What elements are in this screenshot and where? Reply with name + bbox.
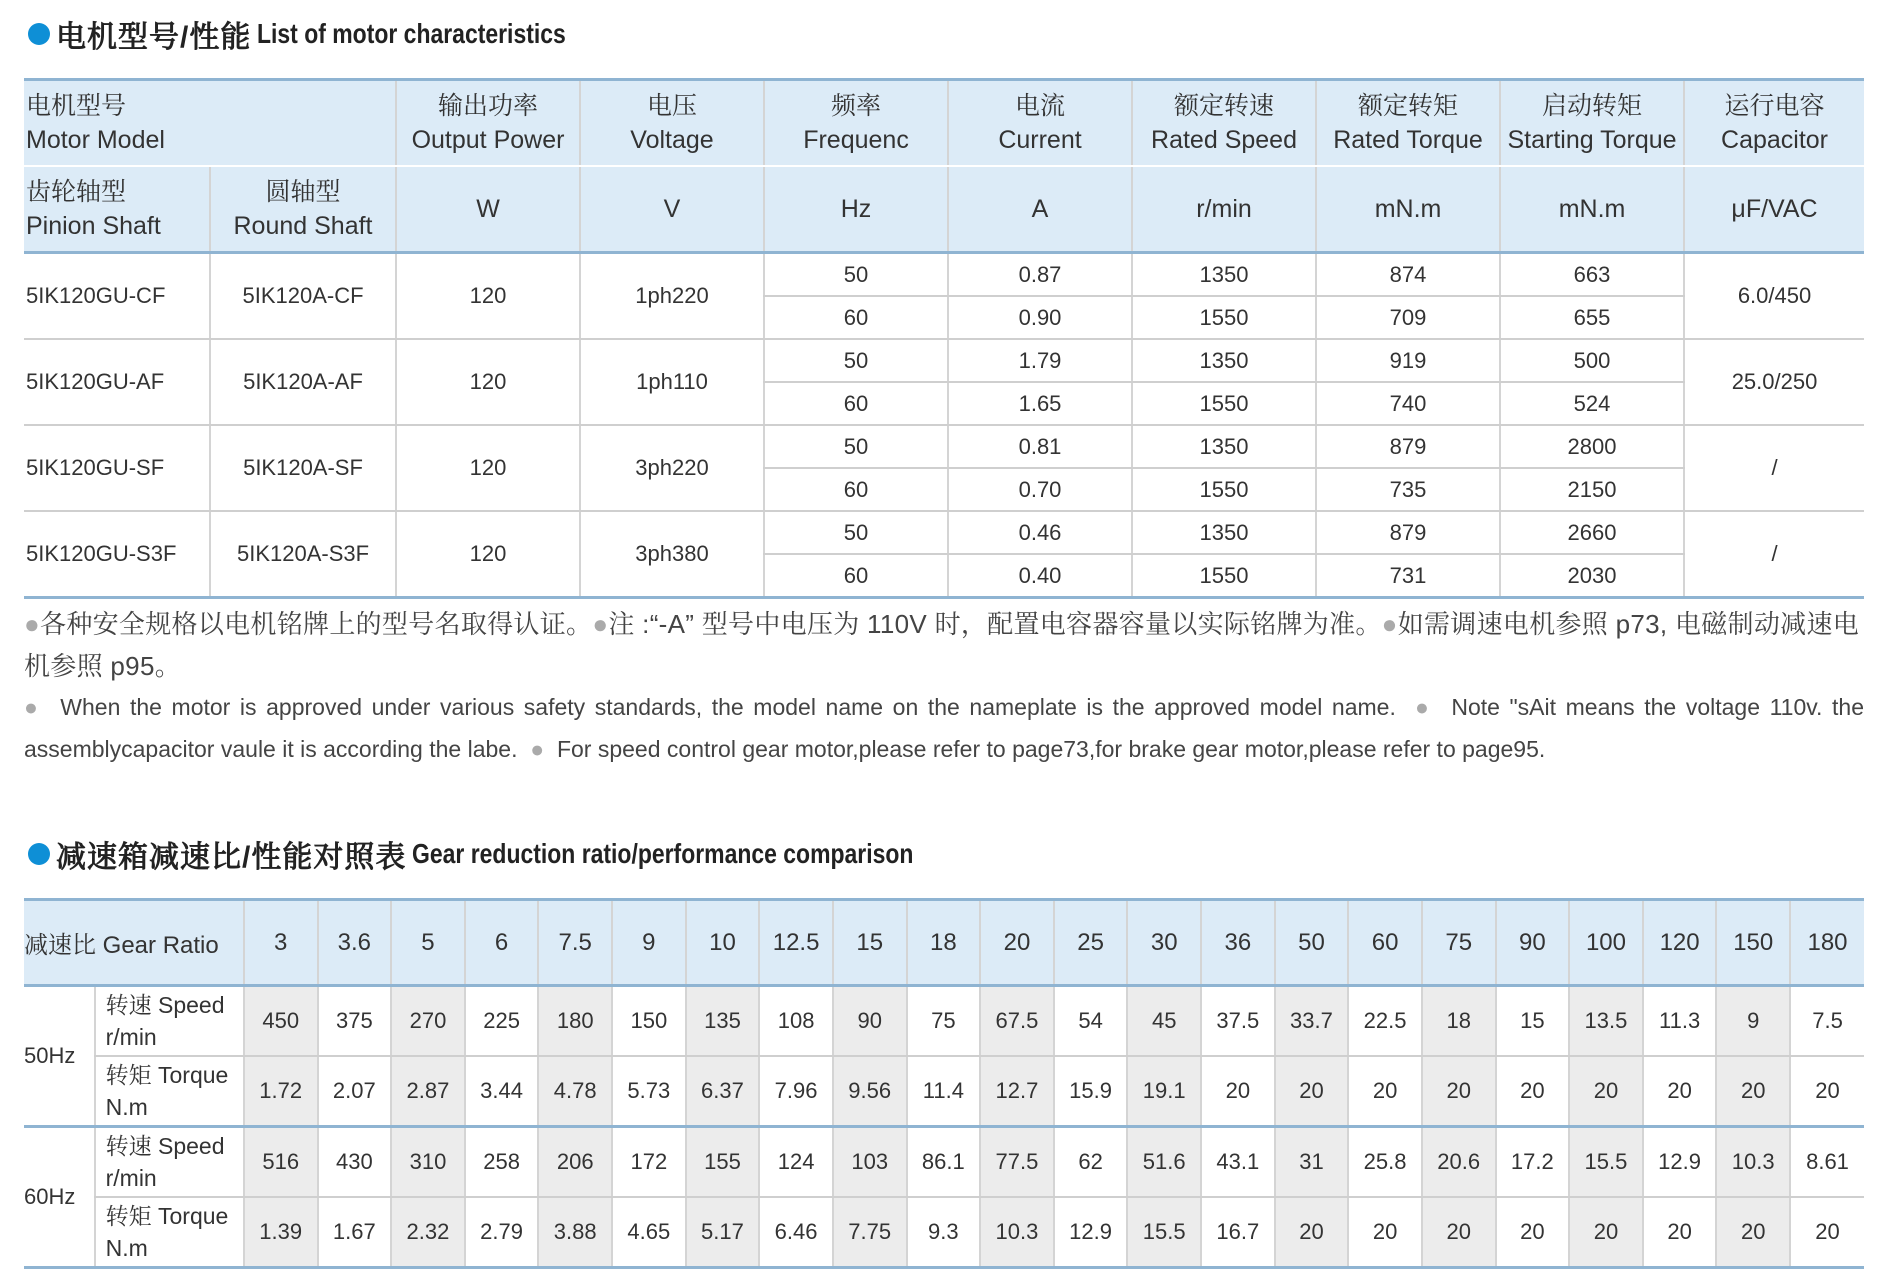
unit-torque: mN.m (1316, 166, 1500, 253)
gear-ratio-value: 3.6 (318, 900, 392, 986)
torque-value: 20 (1496, 1197, 1570, 1268)
torque-value: 20 (1790, 1056, 1864, 1127)
gear-ratio-value: 75 (1422, 900, 1496, 986)
speed-label: 转速 Speed r/min (95, 986, 244, 1057)
gear-ratio-value: 10 (686, 900, 760, 986)
speed-value: 75 (907, 986, 981, 1057)
gear-ratio-value: 60 (1348, 900, 1422, 986)
table-row (24, 1056, 1864, 1127)
pinion-model: 5IK120GU-AF (24, 339, 210, 425)
rated-torque: 874 (1316, 253, 1500, 297)
speed-value: 206 (538, 1127, 612, 1198)
unit-power: W (396, 166, 580, 253)
frequency: 50 (764, 511, 948, 554)
note-cn-2: 注 :“-A” 型号中电压为 110V 时，配置电容器容量以实际铭牌为准。 (608, 609, 1382, 639)
torque-value: 20 (1201, 1056, 1275, 1127)
torque-value: 20 (1422, 1197, 1496, 1268)
current: 0.90 (948, 296, 1132, 339)
torque-value: 3.44 (465, 1056, 539, 1127)
frequency: 60 (764, 296, 948, 339)
bullet-dot-icon (28, 23, 50, 45)
current: 0.40 (948, 554, 1132, 598)
rated-speed: 1350 (1132, 339, 1316, 382)
table-row (24, 425, 1864, 468)
speed-value: 18 (1422, 986, 1496, 1057)
pinion-model: 5IK120GU-CF (24, 253, 210, 340)
torque-value: 4.65 (612, 1197, 686, 1268)
gear-ratio-value: 90 (1496, 900, 1570, 986)
torque-value: 12.7 (980, 1056, 1054, 1127)
torque-value: 2.07 (318, 1056, 392, 1127)
header-starting-torque: 启动转矩 Starting Torque (1500, 80, 1684, 167)
rated-torque: 709 (1316, 296, 1500, 339)
speed-value: 62 (1054, 1127, 1128, 1198)
unit-capacitor: μF/VAC (1684, 166, 1864, 253)
current: 0.87 (948, 253, 1132, 297)
starting-torque: 2150 (1500, 468, 1684, 511)
gear-title-en: Gear reduction ratio/performance comparison (412, 838, 914, 869)
speed-value: 11.3 (1643, 986, 1717, 1057)
speed-value: 17.2 (1496, 1127, 1570, 1198)
frequency: 60 (764, 382, 948, 425)
output-power: 120 (396, 253, 580, 340)
torque-value: 5.17 (686, 1197, 760, 1268)
table-row (24, 339, 1864, 382)
header-motor-model: 电机型号 Motor Model (24, 80, 396, 167)
motor-title-en: List of motor characteristics (257, 18, 567, 49)
speed-value: 270 (391, 986, 465, 1057)
torque-value: 20 (1716, 1056, 1790, 1127)
torque-value: 20 (1496, 1056, 1570, 1127)
starting-torque: 500 (1500, 339, 1684, 382)
speed-value: 7.5 (1790, 986, 1864, 1057)
torque-value: 9.3 (907, 1197, 981, 1268)
gear-ratio-value: 12.5 (759, 900, 833, 986)
round-model: 5IK120A-AF (210, 339, 396, 425)
voltage: 1ph220 (580, 253, 764, 340)
speed-value: 155 (686, 1127, 760, 1198)
rated-speed: 1550 (1132, 296, 1316, 339)
frequency: 50 (764, 253, 948, 297)
speed-value: 9 (1716, 986, 1790, 1057)
rated-speed: 1550 (1132, 468, 1316, 511)
speed-value: 37.5 (1201, 986, 1275, 1057)
gear-ratio-value: 25 (1054, 900, 1128, 986)
bullet-icon: ● (24, 609, 41, 639)
torque-value: 7.96 (759, 1056, 833, 1127)
speed-value: 108 (759, 986, 833, 1057)
note-en-3: For speed control gear motor,please refer to page73,for brake gear motor,please refer to page95. (556, 736, 1546, 762)
torque-value: 1.72 (244, 1056, 318, 1127)
torque-value: 20 (1569, 1056, 1643, 1127)
gear-ratio-value: 36 (1201, 900, 1275, 986)
note-cn-1: 各种安全规格以电机铭牌上的型号名取得认证。 (40, 609, 593, 639)
voltage: 3ph220 (580, 425, 764, 511)
torque-value: 10.3 (980, 1197, 1054, 1268)
torque-value: 3.88 (538, 1197, 612, 1268)
header-row-2 (24, 166, 1864, 253)
torque-value: 11.4 (907, 1056, 981, 1127)
torque-value: 15.5 (1127, 1197, 1201, 1268)
starting-torque: 655 (1500, 296, 1684, 339)
speed-value: 310 (391, 1127, 465, 1198)
torque-value: 2.32 (391, 1197, 465, 1268)
frequency: 50 (764, 339, 948, 382)
torque-value: 2.79 (465, 1197, 539, 1268)
gear-ratio-label: 减速比 Gear Ratio (24, 900, 244, 986)
output-power: 120 (396, 425, 580, 511)
torque-value: 20 (1275, 1056, 1349, 1127)
speed-value: 43.1 (1201, 1127, 1275, 1198)
torque-value: 20 (1643, 1056, 1717, 1127)
starting-torque: 2800 (1500, 425, 1684, 468)
speed-value: 25.8 (1348, 1127, 1422, 1198)
torque-value: 12.9 (1054, 1197, 1128, 1268)
note-en-1: When the motor is approved under various safety standards, the model name on the nameplate is the approved model name. (60, 694, 1396, 720)
gear-ratio-value: 20 (980, 900, 1054, 986)
motor-characteristics-table (24, 78, 1864, 599)
speed-value: 103 (833, 1127, 907, 1198)
rated-torque: 879 (1316, 511, 1500, 554)
gear-ratio-value: 6 (465, 900, 539, 986)
gear-ratio-value: 100 (1569, 900, 1643, 986)
speed-value: 180 (538, 986, 612, 1057)
torque-value: 15.9 (1054, 1056, 1128, 1127)
rated-speed: 1550 (1132, 554, 1316, 598)
speed-value: 15 (1496, 986, 1570, 1057)
capacitor: / (1684, 425, 1864, 511)
header-round-shaft: 圆轴型 Round Shaft (210, 166, 396, 253)
speed-value: 54 (1054, 986, 1128, 1057)
capacitor: 25.0/250 (1684, 339, 1864, 425)
frequency: 60 (764, 468, 948, 511)
bullet-icon: ● (1415, 694, 1433, 720)
table-row (24, 511, 1864, 554)
speed-value: 67.5 (980, 986, 1054, 1057)
unit-starting-torque: mN.m (1500, 166, 1684, 253)
notes-english (24, 686, 1864, 770)
speed-value: 375 (318, 986, 392, 1057)
speed-value: 13.5 (1569, 986, 1643, 1057)
torque-value: 20 (1790, 1197, 1864, 1268)
speed-value: 12.9 (1643, 1127, 1717, 1198)
speed-value: 77.5 (980, 1127, 1054, 1198)
current: 0.70 (948, 468, 1132, 511)
rated-torque: 879 (1316, 425, 1500, 468)
speed-value: 86.1 (907, 1127, 981, 1198)
torque-value: 20 (1569, 1197, 1643, 1268)
torque-value: 19.1 (1127, 1056, 1201, 1127)
gear-section-title (28, 832, 1024, 876)
torque-value: 20 (1275, 1197, 1349, 1268)
bullet-dot-icon (28, 843, 50, 865)
current: 0.46 (948, 511, 1132, 554)
torque-value: 20 (1348, 1056, 1422, 1127)
torque-value: 6.37 (686, 1056, 760, 1127)
motor-section-title (28, 12, 634, 56)
torque-value: 4.78 (538, 1056, 612, 1127)
speed-value: 10.3 (1716, 1127, 1790, 1198)
speed-value: 135 (686, 986, 760, 1057)
header-rated-torque: 额定转矩 Rated Torque (1316, 80, 1500, 167)
table-row (24, 986, 1864, 1057)
gear-ratio-value: 5 (391, 900, 465, 986)
bullet-icon: ● (24, 694, 42, 720)
voltage: 1ph110 (580, 339, 764, 425)
speed-value: 258 (465, 1127, 539, 1198)
capacitor: 6.0/450 (1684, 253, 1864, 340)
pinion-model: 5IK120GU-SF (24, 425, 210, 511)
unit-voltage: V (580, 166, 764, 253)
gear-ratio-value: 3 (244, 900, 318, 986)
rated-torque: 735 (1316, 468, 1500, 511)
bullet-icon: ● (1381, 609, 1398, 639)
starting-torque: 2660 (1500, 511, 1684, 554)
gear-ratio-value: 50 (1275, 900, 1349, 986)
bullet-icon: ● (530, 736, 545, 762)
speed-value: 31 (1275, 1127, 1349, 1198)
speed-value: 450 (244, 986, 318, 1057)
rated-speed: 1350 (1132, 511, 1316, 554)
header-output-power: 输出功率 Output Power (396, 80, 580, 167)
speed-value: 51.6 (1127, 1127, 1201, 1198)
speed-value: 430 (318, 1127, 392, 1198)
gear-ratio-table (24, 898, 1864, 1269)
speed-value: 8.61 (1790, 1127, 1864, 1198)
torque-label: 转矩 Torque N.m (95, 1197, 244, 1268)
torque-value: 20 (1422, 1056, 1496, 1127)
round-model: 5IK120A-SF (210, 425, 396, 511)
current: 1.65 (948, 382, 1132, 425)
header-capacitor: 运行电容 Capacitor (1684, 80, 1864, 167)
speed-value: 516 (244, 1127, 318, 1198)
speed-value: 90 (833, 986, 907, 1057)
unit-current: A (948, 166, 1132, 253)
speed-value: 150 (612, 986, 686, 1057)
speed-value: 20.6 (1422, 1127, 1496, 1198)
header-pinion-shaft: 齿轮轴型 Pinion Shaft (24, 166, 210, 253)
current: 1.79 (948, 339, 1132, 382)
output-power: 120 (396, 339, 580, 425)
torque-value: 1.67 (318, 1197, 392, 1268)
hz-50-label: 50Hz (24, 986, 95, 1127)
frequency: 50 (764, 425, 948, 468)
speed-value: 172 (612, 1127, 686, 1198)
header-current: 电流 Current (948, 80, 1132, 167)
speed-value: 22.5 (1348, 986, 1422, 1057)
round-model: 5IK120A-CF (210, 253, 396, 340)
current: 0.81 (948, 425, 1132, 468)
frequency: 60 (764, 554, 948, 598)
torque-value: 7.75 (833, 1197, 907, 1268)
table-row (24, 253, 1864, 297)
starting-torque: 2030 (1500, 554, 1684, 598)
rated-speed: 1550 (1132, 382, 1316, 425)
gear-title-cn: 减速箱减速比/性能对照表 (56, 841, 407, 874)
header-rated-speed: 额定转速 Rated Speed (1132, 80, 1316, 167)
table-row (24, 1197, 1864, 1268)
torque-value: 9.56 (833, 1056, 907, 1127)
speed-value: 33.7 (1275, 986, 1349, 1057)
torque-value: 20 (1643, 1197, 1717, 1268)
header-frequency: 频率 Frequenc (764, 80, 948, 167)
hz-60-label: 60Hz (24, 1127, 95, 1268)
speed-label: 转速 Speed r/min (95, 1127, 244, 1198)
rated-torque: 731 (1316, 554, 1500, 598)
gear-ratio-value: 150 (1716, 900, 1790, 986)
unit-speed: r/min (1132, 166, 1316, 253)
torque-value: 1.39 (244, 1197, 318, 1268)
gear-ratio-value: 30 (1127, 900, 1201, 986)
torque-value: 20 (1716, 1197, 1790, 1268)
starting-torque: 524 (1500, 382, 1684, 425)
speed-value: 225 (465, 986, 539, 1057)
speed-value: 124 (759, 1127, 833, 1198)
gear-ratio-value: 120 (1643, 900, 1717, 986)
gear-ratio-header-row (24, 900, 1864, 986)
unit-frequency: Hz (764, 166, 948, 253)
torque-value: 5.73 (612, 1056, 686, 1127)
header-row-1 (24, 80, 1864, 167)
round-model: 5IK120A-S3F (210, 511, 396, 598)
speed-value: 45 (1127, 986, 1201, 1057)
pinion-model: 5IK120GU-S3F (24, 511, 210, 598)
gear-ratio-value: 7.5 (538, 900, 612, 986)
note-cn-3: 如需调速电机参照 p73, 电磁制动减速电机参照 p95。 (24, 609, 1860, 681)
bullet-icon: ● (592, 609, 609, 639)
capacitor: / (1684, 511, 1864, 598)
torque-value: 6.46 (759, 1197, 833, 1268)
gear-ratio-value: 180 (1790, 900, 1864, 986)
gear-ratio-value: 15 (833, 900, 907, 986)
starting-torque: 663 (1500, 253, 1684, 297)
note-en-2: Note "sAit means the voltage 110v. the assemblycapacitor vaule it is according the labe. (24, 694, 1864, 762)
rated-speed: 1350 (1132, 253, 1316, 297)
table-row (24, 1127, 1864, 1198)
torque-value: 2.87 (391, 1056, 465, 1127)
speed-value: 15.5 (1569, 1127, 1643, 1198)
rated-torque: 740 (1316, 382, 1500, 425)
gear-ratio-value: 18 (907, 900, 981, 986)
notes-chinese (24, 603, 1864, 687)
header-voltage: 电压 Voltage (580, 80, 764, 167)
voltage: 3ph380 (580, 511, 764, 598)
rated-torque: 919 (1316, 339, 1500, 382)
torque-value: 20 (1348, 1197, 1422, 1268)
torque-value: 16.7 (1201, 1197, 1275, 1268)
motor-title-cn: 电机型号/性能 (56, 21, 252, 54)
output-power: 120 (396, 511, 580, 598)
torque-label: 转矩 Torque N.m (95, 1056, 244, 1127)
gear-ratio-value: 9 (612, 900, 686, 986)
rated-speed: 1350 (1132, 425, 1316, 468)
